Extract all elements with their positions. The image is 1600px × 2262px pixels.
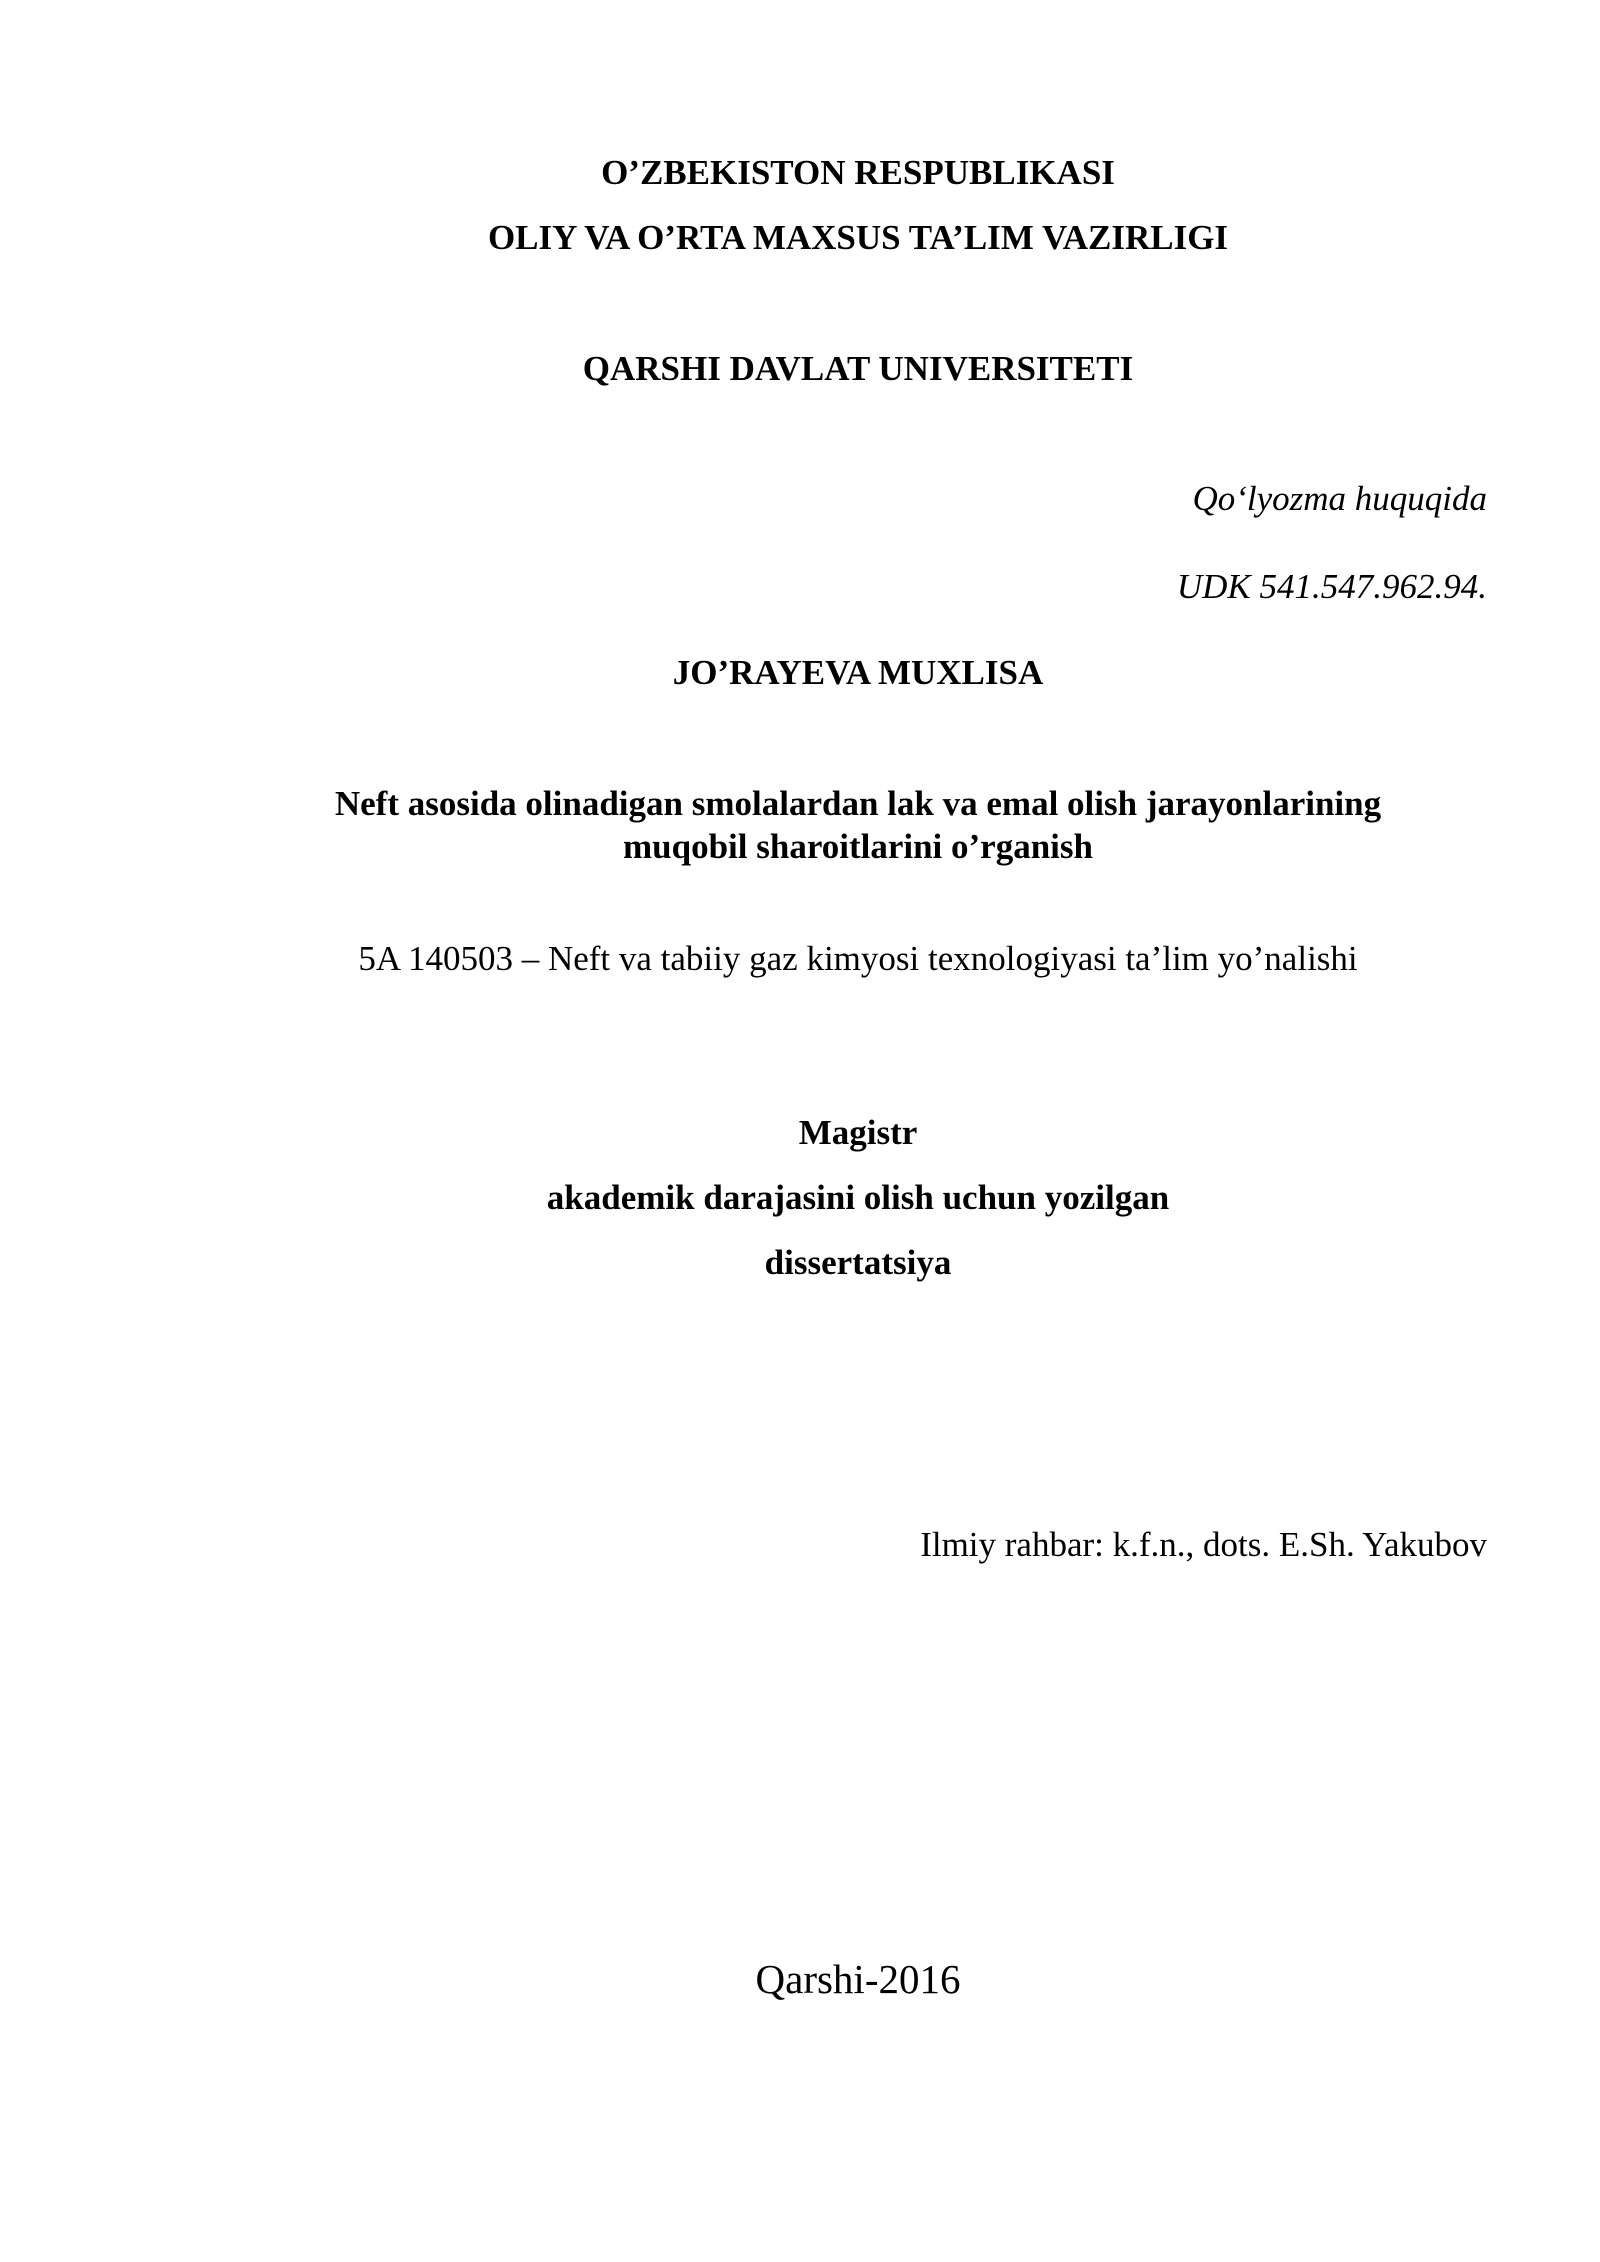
thesis-title-line-1: Neft asosida olinadigan smolalardan lak va emal olish jarayonlarining — [334, 784, 1382, 823]
ministry-heading: OLIY VA O’RTA MAXSUS TA’LIM VAZIRLIGI — [487, 218, 1229, 257]
place-year: Qarshi-2016 — [755, 1956, 961, 2002]
manuscript-rights-label: Qo‘lyozma huquqida — [1192, 479, 1487, 518]
university-heading: QARSHI DAVLAT UNIVERSITETI — [582, 349, 1134, 388]
author-name: JO’RAYEVA MUXLISA — [672, 653, 1044, 692]
specialty-line: 5A 140503 – Neft va tabiiy gaz kimyosi texnologiyasi ta’lim yo’nalishi — [358, 939, 1358, 978]
supervisor-line: Ilmiy rahbar: k.f.n., dots. E.Sh. Yakubov — [920, 1525, 1487, 1564]
degree-line-1: Magistr — [798, 1113, 918, 1152]
thesis-title-line-2: muqobil sharoitlarini o’rganish — [622, 827, 1093, 866]
degree-line-2: akademik darajasini olish uchun yozilgan — [546, 1178, 1170, 1217]
degree-line-3: dissertatsiya — [764, 1243, 952, 1282]
udk-code: UDK 541.547.962.94. — [1176, 567, 1487, 606]
republic-heading: O’ZBEKISTON RESPUBLIKASI — [601, 153, 1115, 192]
